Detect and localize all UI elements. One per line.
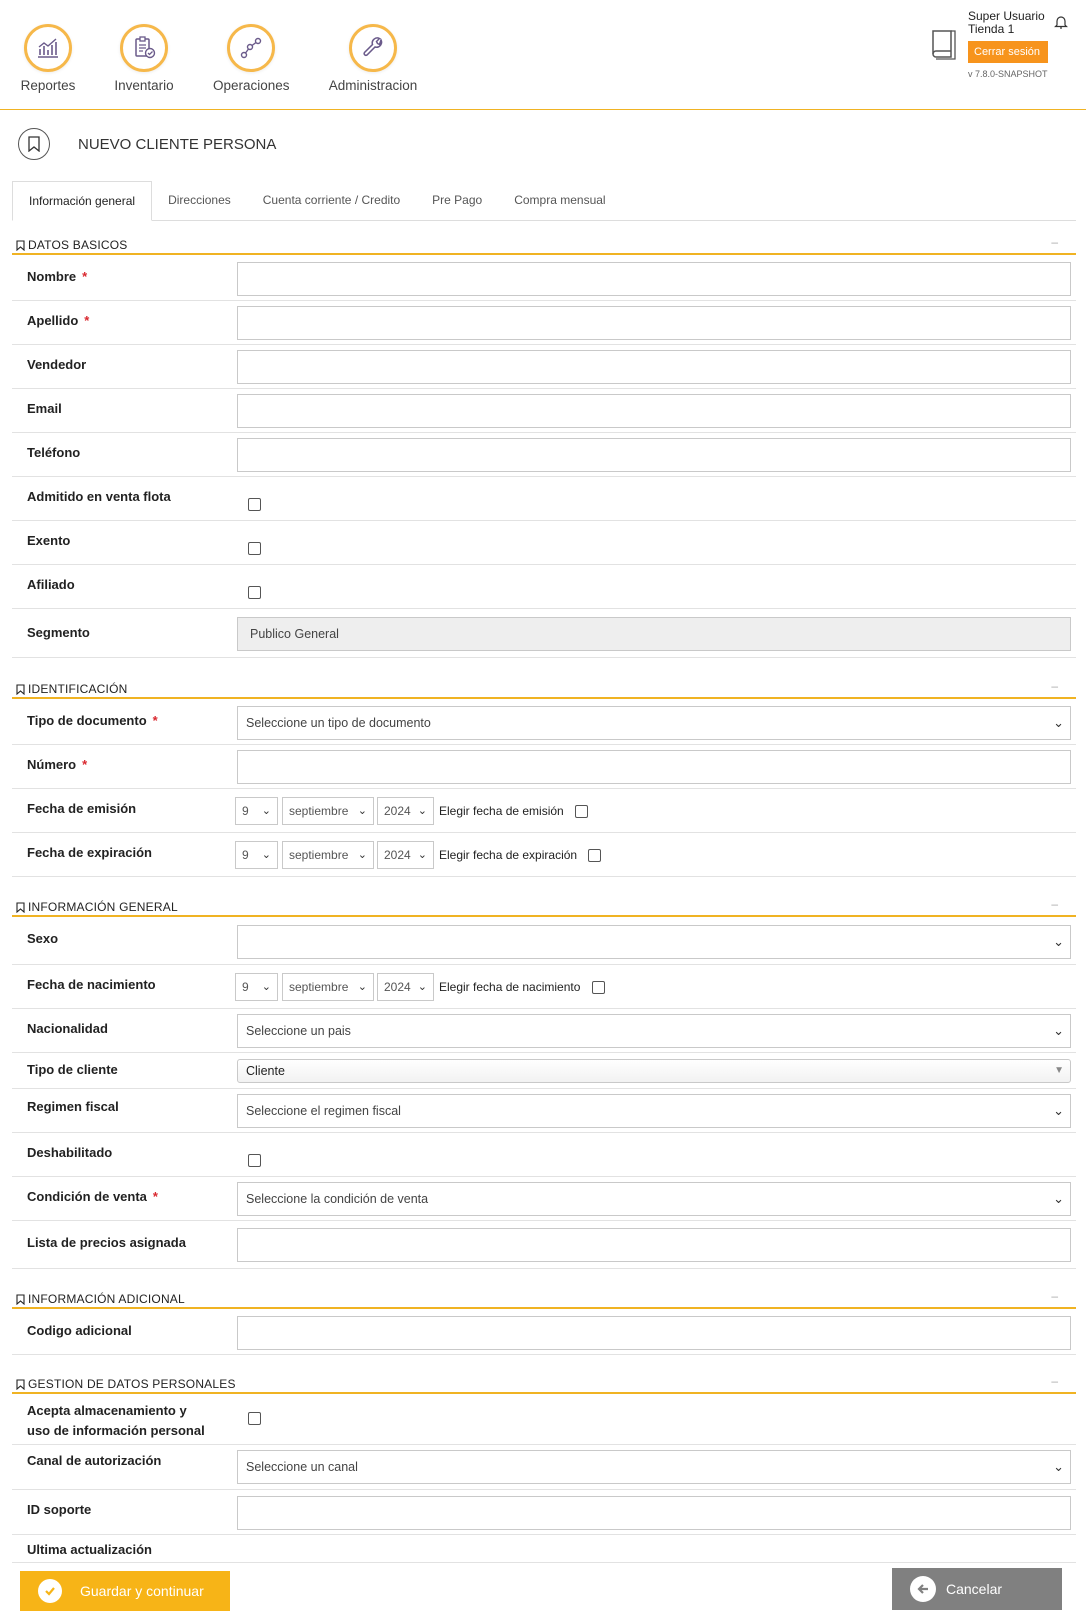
label-afiliado: Afiliado xyxy=(27,577,75,592)
user-block xyxy=(968,10,1068,79)
section-datos-personales[interactable] xyxy=(12,1374,1076,1394)
chevron-down-icon: ⌄ xyxy=(261,849,271,861)
label-ultima-actualizacion: Ultima actualización xyxy=(27,1542,152,1557)
row-sexo xyxy=(12,919,1076,965)
label-regimen: Regimen fiscal xyxy=(27,1099,119,1114)
month-value: septiembre xyxy=(289,848,349,862)
deshabilitado-checkbox[interactable] xyxy=(248,1154,261,1167)
clipboard-check-icon xyxy=(120,24,168,72)
row-canal xyxy=(12,1445,1076,1490)
tab-bar xyxy=(12,181,1076,221)
nav-label: Operaciones xyxy=(213,78,290,93)
book-icon[interactable] xyxy=(929,28,959,65)
section-title: IDENTIFICACIÓN xyxy=(28,682,128,696)
label-lista-precios: Lista de precios asignada xyxy=(27,1235,186,1250)
row-email xyxy=(12,389,1076,433)
elegir-emision-label: Elegir fecha de emisión xyxy=(439,804,564,818)
chevron-down-icon: ⌄ xyxy=(261,981,271,993)
label-deshabilitado: Deshabilitado xyxy=(27,1145,113,1160)
label-email: Email xyxy=(27,401,62,416)
bookmark-icon xyxy=(16,1379,25,1390)
row-telefono xyxy=(12,433,1076,477)
label-fecha-nacimiento: Fecha de nacimiento xyxy=(27,977,156,992)
logout-button[interactable]: Cerrar sesión xyxy=(968,41,1048,63)
year-select[interactable] xyxy=(377,797,434,825)
tab-direcciones[interactable]: Direcciones xyxy=(168,193,231,207)
row-nacionalidad xyxy=(12,1009,1076,1053)
collapse-button[interactable]: – xyxy=(1051,1289,1058,1303)
vendedor-input[interactable] xyxy=(237,350,1071,384)
section-informacion-general[interactable] xyxy=(12,897,1076,917)
row-acepta xyxy=(12,1396,1076,1445)
telefono-input[interactable] xyxy=(237,438,1071,472)
required-mark: * xyxy=(84,313,90,328)
select-value: Seleccione el regimen fiscal xyxy=(246,1104,401,1118)
elegir-nacimiento-label: Elegir fecha de nacimiento xyxy=(439,980,581,994)
codigo-adicional-input[interactable] xyxy=(237,1316,1071,1350)
label-exento: Exento xyxy=(27,533,71,548)
label-nombre: Nombre xyxy=(27,269,77,284)
exento-checkbox[interactable] xyxy=(248,542,261,555)
user-name: Super Usuario xyxy=(968,9,1045,23)
day-value: 9 xyxy=(242,980,249,994)
elegir-expiracion-checkbox[interactable] xyxy=(588,849,601,862)
row-codigo-adicional xyxy=(12,1311,1076,1355)
regimen-select[interactable] xyxy=(237,1094,1071,1128)
apellido-input[interactable] xyxy=(237,306,1071,340)
section-title: GESTION DE DATOS PERSONALES xyxy=(28,1377,236,1391)
elegir-emision-checkbox[interactable] xyxy=(575,805,588,818)
chevron-down-icon: ⌄ xyxy=(417,981,427,993)
nombre-input[interactable] xyxy=(237,262,1071,296)
select-value: Seleccione un tipo de documento xyxy=(246,716,431,730)
chart-icon xyxy=(24,24,72,72)
chevron-down-icon: ⌄ xyxy=(417,849,427,861)
bookmark-icon xyxy=(16,240,25,251)
label-tipo-documento: Tipo de documento xyxy=(27,713,147,728)
nav-reportes[interactable] xyxy=(20,24,76,93)
required-mark: * xyxy=(82,269,88,284)
chevron-down-icon: ⌄ xyxy=(1053,1103,1064,1118)
year-value: 2024 xyxy=(384,848,411,862)
nav-operaciones[interactable] xyxy=(213,24,289,93)
chevron-down-icon: ⌄ xyxy=(357,805,367,817)
tipo-cliente-select[interactable] xyxy=(237,1059,1071,1083)
arrow-left-icon xyxy=(910,1576,936,1602)
nav-administracion[interactable] xyxy=(328,24,418,93)
id-soporte-input[interactable] xyxy=(237,1496,1071,1530)
row-fecha-emision xyxy=(12,789,1076,833)
month-select[interactable] xyxy=(282,973,374,1001)
label-flota: Admitido en venta flota xyxy=(27,489,171,504)
section-title: DATOS BASICOS xyxy=(28,238,128,252)
segmento-field: Publico General xyxy=(237,617,1071,651)
chevron-down-icon: ⌄ xyxy=(1053,1023,1064,1038)
month-value: septiembre xyxy=(289,804,349,818)
year-select[interactable] xyxy=(377,841,434,869)
required-mark: * xyxy=(152,1189,158,1204)
month-value: septiembre xyxy=(289,980,349,994)
label-numero: Número xyxy=(27,757,77,772)
lista-precios-input[interactable] xyxy=(237,1228,1071,1262)
year-value: 2024 xyxy=(384,804,411,818)
afiliado-checkbox[interactable] xyxy=(248,586,261,599)
day-select[interactable] xyxy=(235,797,278,825)
save-label: Guardar y continuar xyxy=(80,1583,204,1599)
tab-cuenta-corriente[interactable]: Cuenta corriente / Credito xyxy=(262,193,401,207)
collapse-button[interactable]: – xyxy=(1051,679,1058,693)
save-continue-button[interactable] xyxy=(20,1571,230,1611)
row-segmento xyxy=(12,609,1076,658)
section-identificacion[interactable] xyxy=(12,679,1076,699)
row-apellido xyxy=(12,301,1076,345)
chevron-down-icon: ⌄ xyxy=(417,805,427,817)
section-informacion-adicional[interactable] xyxy=(12,1289,1076,1309)
nav-inventario[interactable] xyxy=(114,24,174,93)
day-select[interactable] xyxy=(235,973,278,1001)
row-tipo-documento xyxy=(12,701,1076,745)
label-tipo-cliente: Tipo de cliente xyxy=(27,1062,118,1077)
elegir-expiracion-label: Elegir fecha de expiración xyxy=(439,848,578,862)
collapse-button[interactable]: – xyxy=(1051,1374,1058,1388)
section-datos-basicos[interactable] xyxy=(12,235,1076,255)
nacionalidad-select[interactable] xyxy=(237,1014,1071,1048)
page-header xyxy=(18,128,276,160)
label-condicion-venta: Condición de venta xyxy=(27,1189,147,1204)
bookmark-icon xyxy=(16,902,25,913)
collapse-button[interactable]: – xyxy=(1051,235,1058,249)
chevron-down-icon: ⌄ xyxy=(357,849,367,861)
select-value: Cliente xyxy=(246,1064,285,1078)
row-fecha-nacimiento xyxy=(12,965,1076,1009)
flota-checkbox[interactable] xyxy=(248,498,261,511)
canal-select[interactable] xyxy=(237,1450,1071,1484)
chevron-down-icon: ⌄ xyxy=(357,981,367,993)
email-input[interactable] xyxy=(237,394,1071,428)
row-exento xyxy=(12,521,1076,565)
cancel-button[interactable] xyxy=(892,1568,1062,1610)
bookmark-icon xyxy=(18,128,50,160)
day-value: 9 xyxy=(242,804,249,818)
nav-label: Administracion xyxy=(328,78,418,93)
label-sexo: Sexo xyxy=(27,931,59,946)
section-title: INFORMACIÓN ADICIONAL xyxy=(28,1292,185,1306)
chevron-down-icon: ⌄ xyxy=(1053,1191,1064,1206)
top-navigation xyxy=(0,0,1086,110)
row-lista-precios xyxy=(12,1221,1076,1269)
label-acepta-line1: Acepta almacenamiento y xyxy=(27,1403,187,1418)
row-deshabilitado xyxy=(12,1133,1076,1177)
bookmark-icon xyxy=(16,684,25,695)
label-fecha-emision: Fecha de emisión xyxy=(27,801,137,816)
day-select[interactable] xyxy=(235,841,278,869)
label-canal: Canal de autorización xyxy=(27,1453,162,1468)
label-codigo-adicional: Codigo adicional xyxy=(27,1323,132,1338)
select-value: Seleccione un pais xyxy=(246,1024,351,1038)
tab-compra-mensual[interactable]: Compra mensual xyxy=(514,193,606,207)
label-apellido: Apellido xyxy=(27,313,79,328)
chevron-down-icon: ⌄ xyxy=(261,805,271,817)
row-nombre xyxy=(12,257,1076,301)
store-name: Tienda 1 xyxy=(968,22,1015,36)
check-icon xyxy=(38,1579,62,1603)
row-ultima-actualizacion xyxy=(12,1535,1076,1563)
required-mark: * xyxy=(152,713,158,728)
label-fecha-expiracion: Fecha de expiración xyxy=(27,845,152,860)
acepta-checkbox[interactable] xyxy=(248,1412,261,1425)
collapse-button[interactable]: – xyxy=(1051,897,1058,911)
row-afiliado xyxy=(12,565,1076,609)
chevron-down-icon: ⌄ xyxy=(1053,934,1064,949)
select-value: Seleccione la condición de venta xyxy=(246,1192,429,1206)
nav-label: Inventario xyxy=(114,78,174,93)
row-fecha-expiracion xyxy=(12,833,1076,877)
month-select[interactable] xyxy=(282,841,374,869)
label-telefono: Teléfono xyxy=(27,445,81,460)
caret-down-icon: ▼ xyxy=(1054,1065,1064,1076)
page-title: NUEVO CLIENTE PERSONA xyxy=(78,135,277,153)
required-mark: * xyxy=(82,757,88,772)
section-title: INFORMACIÓN GENERAL xyxy=(28,900,178,914)
bell-icon[interactable] xyxy=(1054,14,1068,33)
row-id-soporte xyxy=(12,1490,1076,1535)
numero-input[interactable] xyxy=(237,750,1071,784)
sexo-select[interactable] xyxy=(237,925,1071,959)
month-select[interactable] xyxy=(282,797,374,825)
select-value: Seleccione un canal xyxy=(246,1460,358,1474)
tipo-documento-select[interactable] xyxy=(237,706,1071,740)
row-tipo-cliente xyxy=(12,1053,1076,1089)
year-value: 2024 xyxy=(384,980,411,994)
row-flota xyxy=(12,477,1076,521)
row-regimen xyxy=(12,1089,1076,1133)
year-select[interactable] xyxy=(377,973,434,1001)
bookmark-icon xyxy=(16,1294,25,1305)
elegir-nacimiento-checkbox[interactable] xyxy=(592,981,605,994)
label-nacionalidad: Nacionalidad xyxy=(27,1021,108,1036)
chevron-down-icon: ⌄ xyxy=(1053,715,1064,730)
nav-label: Reportes xyxy=(20,78,76,93)
chevron-down-icon: ⌄ xyxy=(1053,1459,1064,1474)
wrench-icon xyxy=(349,24,397,72)
label-acepta-line2: uso de información personal xyxy=(27,1423,205,1438)
label-vendedor: Vendedor xyxy=(27,357,87,372)
row-condicion-venta xyxy=(12,1177,1076,1221)
tab-pre-pago[interactable]: Pre Pago xyxy=(432,193,483,207)
day-value: 9 xyxy=(242,848,249,862)
label-segmento: Segmento xyxy=(27,625,90,640)
label-id-soporte: ID soporte xyxy=(27,1502,92,1517)
condicion-venta-select[interactable] xyxy=(237,1182,1071,1216)
row-numero xyxy=(12,745,1076,789)
version-label: v 7.8.0-SNAPSHOT xyxy=(968,69,1048,79)
route-icon xyxy=(227,24,275,72)
cancel-label: Cancelar xyxy=(946,1581,1003,1597)
tab-informacion-general[interactable]: Información general xyxy=(12,181,152,221)
row-vendedor xyxy=(12,345,1076,389)
